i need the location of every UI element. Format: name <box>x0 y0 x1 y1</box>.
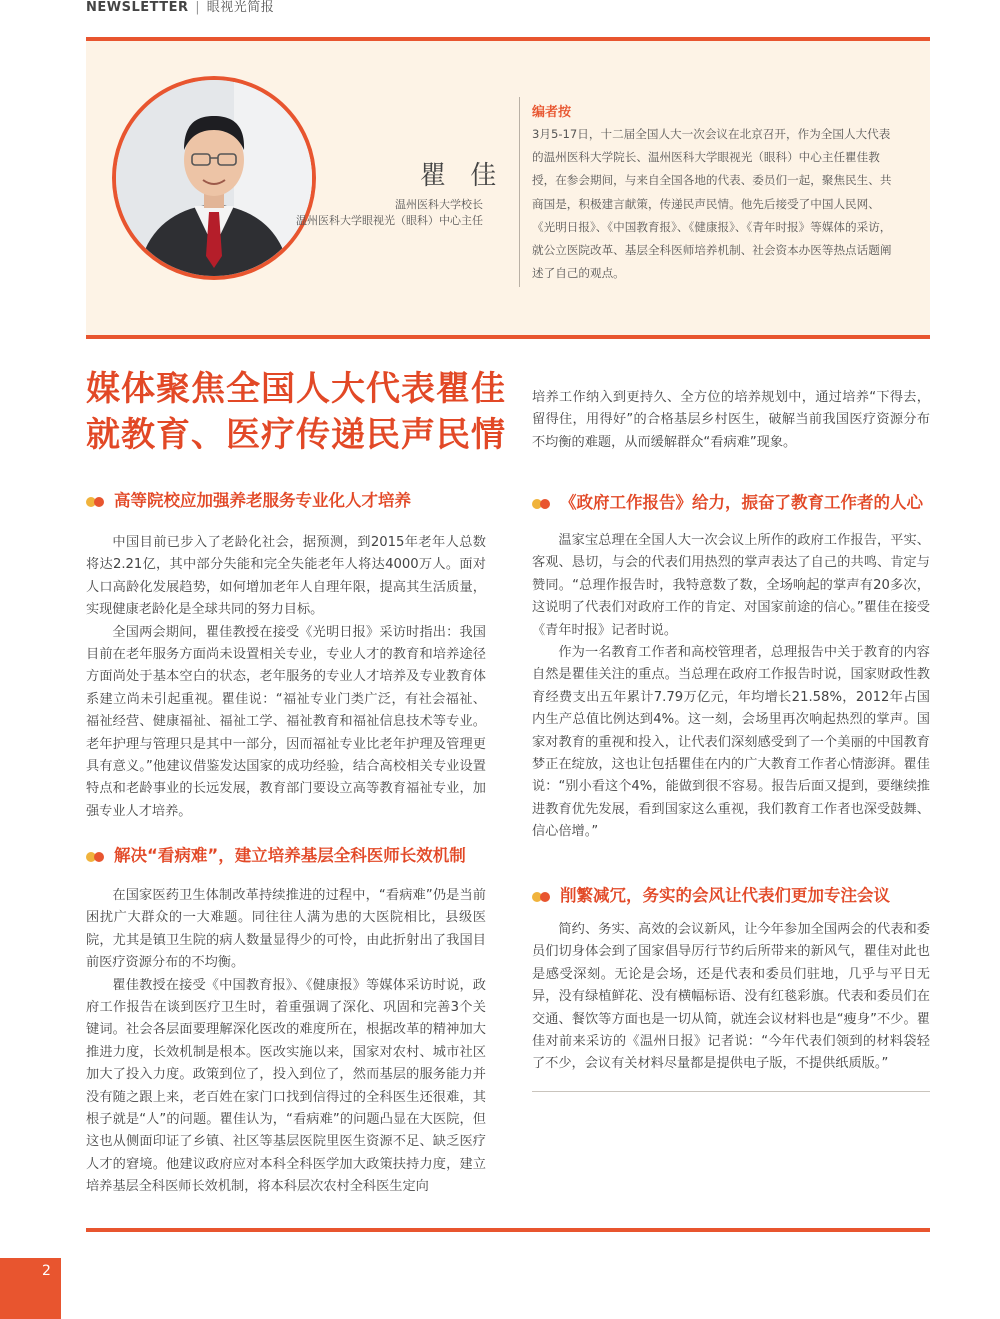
portrait-illustration <box>116 80 312 276</box>
bullet-dots-icon <box>86 851 108 863</box>
section-2-title: 解决“看病难”，建立培养基层全科医师长效机制 <box>114 846 466 865</box>
paragraph: 在国家医药卫生体制改革持续推进的过程中，“看病难”仍是当前困扰广大群众的一大难题。同往往人满为患的大医院相比，县级医院，尤其是镇卫生院的病人数量显得少的可怜，由此折射出了我国目前医疗资源分布的不均衡。 <box>86 888 486 971</box>
person-role-1: 温州医科大学校长 <box>395 198 483 211</box>
person-name: 瞿 佳 <box>420 161 505 191</box>
bullet-dots-icon <box>532 891 554 903</box>
paragraph: 瞿佳教授在接受《中国教育报》、《健康报》等媒体采访时说，政府工作报告在谈到医疗卫生时，着重强调了深化、巩固和完善3个关键词。社会各层面要理解深化医改的难度所在，根据改革的精神加大推进力度，长效机制是根本。医改实施以来，国家对农村、城市社区加大了投入力度。政策到位了，投入到位了，然而基层的服务能力并没有随之跟上来，老百姓在家门口找到信得过的全科医生还很难，其根子就是“人”的问题。瞿佳认为，“看病难”的问题凸显在大医院，但这也从侧面印证了乡镇、社区等基层医院里医生资源不足、缺乏医疗人才的窘境。他建议政府应对本科全科医学加大政策扶持力度，建立培养基层全科医师长效机制，将本科层次农村全科医生定向 <box>86 977 486 1195</box>
section-1-body <box>86 532 486 823</box>
newsletter-title: 眼视光简报 <box>206 0 275 15</box>
section-3-body <box>532 530 930 844</box>
section-1-title: 高等院校应加强养老服务专业化人才培养 <box>114 491 411 510</box>
section-4-title: 削繁减冗，务实的会风让代表们更加专注会议 <box>560 886 890 905</box>
editor-note-label: 编者按 <box>532 105 572 120</box>
running-header <box>86 0 274 15</box>
section-4-body <box>532 919 930 1076</box>
paragraph: 温家宝总理在全国人大一次会议上所作的政府工作报告，平实、客观、恳切，与会的代表们用热烈的掌声表达了自己的共鸣、肯定与赞同。“总理作报告时，我特意数了数，全场响起的掌声有20多次，这说明了代表们对政府工作的肯定、对国家前途的信心。”瞿佳在接受《青年时报》记者时说。 <box>532 533 930 638</box>
paragraph: 中国目前已步入了老龄化社会，据预测，到2015年老年人总数将达2.21亿，其中部分失能和完全失能老年人将达4000万人。面对人口高龄化发展趋势，如何增加老年人自理年限，提高其生活质量，实现健康老龄化是全球共同的努力目标。 <box>86 535 486 618</box>
headline-line-1: 媒体聚焦全国人大代表瞿佳 <box>86 369 506 409</box>
portrait-photo <box>112 76 316 280</box>
page-number: 2 <box>42 1263 51 1279</box>
section-3-title: 《政府工作报告》给力，振奋了教育工作者的人心 <box>560 493 923 512</box>
section-4-divider <box>532 1091 930 1092</box>
headline-line-2: 就教育、医疗传递民声民情 <box>86 415 506 455</box>
feature-bottom-rule <box>86 335 930 339</box>
editor-note-text: 3月5-17日，十二届全国人大一次会议在北京召开，作为全国人大代表的温州医科大学院长、温州医科大学眼视光（眼科）中心主任瞿佳教授，在参会期间，与来自全国各地的代表、委员们一起，聚焦民生、共商国是，积极建言献策，传递民声民情。他先后接受了中国人民网、《光明日报》、《中国教育报》、《健康报》、《青年时报》等媒体的采访，就公立医院改革、基层全科医师培养机制、社会资本办医等热点话题阐述了自己的观点。 <box>532 127 892 281</box>
paragraph: 全国两会期间，瞿佳教授在接受《光明日报》采访时指出：我国目前在老年服务方面尚未设置相关专业，专业人才的教育和培养途径方面尚处于基本空白的状态，老年服务的专业人才培养及专业教育体系建立尚未引起重视。瞿佳说：“福祉专业门类广泛，有社会福祉、福祉经营、健康福祉、福祉工学、福祉教育和福祉信息技术等专业。老年护理与管理只是其中一部分，因而福祉专业比老年护理及管理更具有意义。”他建议借鉴发达国家的成功经验，结合高校相关专业设置特点和老龄事业的长远发展，教育部门要设立高等教育福祉专业，加强专业人才培养。 <box>86 624 486 819</box>
article-headline <box>86 366 506 458</box>
bullet-dots-icon <box>86 496 108 508</box>
feature-divider <box>519 97 520 287</box>
paragraph: 培养工作纳入到更持久、全方位的培养规划中，通过培养“下得去，留得住，用得好”的合格基层乡村医生，破解当前我国医疗资源分布不均衡的难题，从而缓解群众“看病难”现象。 <box>532 390 930 450</box>
person-role-2: 温州医科大学眼视光（眼科）中心主任 <box>296 214 483 227</box>
newsletter-brand: NEWSLETTER <box>86 0 189 15</box>
section-1-heading <box>86 487 411 511</box>
section-3-heading <box>532 489 923 513</box>
page-number-box <box>0 1258 61 1319</box>
bottom-rule <box>86 1228 930 1232</box>
section-4-heading <box>532 882 890 906</box>
section-2-heading <box>86 842 466 866</box>
section-2-continuation <box>532 387 930 454</box>
bullet-dots-icon <box>532 498 554 510</box>
section-2-body <box>86 885 486 1199</box>
paragraph: 简约、务实、高效的会议新风，让今年参加全国两会的代表和委员们切身体会到了国家倡导厉行节约后所带来的新风气，瞿佳对此也是感受深刻。无论是会场，还是代表和委员们驻地，几乎与平日无异，没有绿植鲜花、没有横幅标语、没有红毯彩旗。代表和委员们在交通、餐饮等方面也是一切从简，就连会议材料也是“瘦身”不少。瞿佳对前来采访的《温州日报》记者说：“今年代表们领到的材料袋轻了不少，会议有关材料尽量都是提供电子版，不提供纸质版。” <box>532 922 930 1072</box>
paragraph: 作为一名教育工作者和高校管理者，总理报告中关于教育的内容自然是瞿佳关注的重点。当总理在政府工作报告时说，国家财政性教育经费支出五年累计7.79万亿元，年均增长21.58%，2012年占国内生产总值比例达到4%。这一刻，会场里再次响起热烈的掌声。国家对教育的重视和投入，让代表们深刻感受到了一个美丽的中国教育梦正在绽放，这也让包括瞿佳在内的广大教育工作者心情澎湃。瞿佳说：“别小看这个4%，能做到很不容易。报告后面又提到，要继续推进教育优先发展，看到国家这么重视，我们教育工作者也深受鼓舞、信心倍增。” <box>532 645 930 840</box>
header-divider: | <box>195 0 201 15</box>
